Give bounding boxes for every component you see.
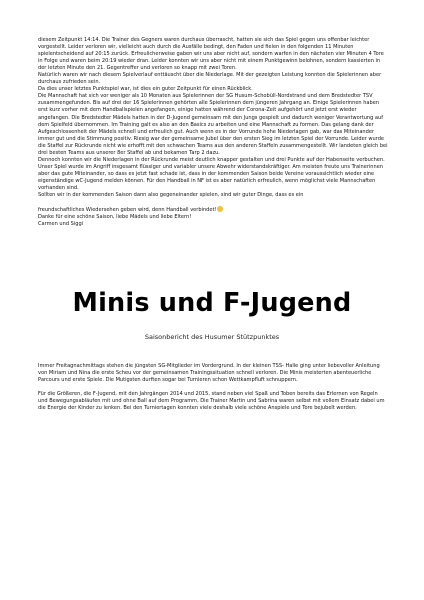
closing-line — [38, 206, 388, 214]
paragraph: Sollten wir in der kommenden Saison dann also gegeneinander spielen, sind wir guter Dinge, dass es ein — [38, 192, 304, 199]
paragraph: diesem Zeitpunkt 14:14. Die Trainer des Gegners waren durchaus überrascht, hatten sie sich das Spiel gegen uns offenbar leichter vorgestellt. Leider verloren wir, vielleicht auch durch die Ausfälle bedingt, den Faden und fielen in den folgenden 11 Minuten spielentscheidend auf 20:15 zurück. Erfreulicherweise gaben wir uns aber nicht auf, sondern warfen in den nächsten vier Minuten 4 Tore in Folge und waren beim 20:19 wieder dran. Leider konnten wir uns aber nicht mit einem Punktgewinn belohnen, sondern kassierten in der letzten Minute den 21. Gegentreffer und verloren so knapp mit zwei Toren. — [38, 37, 384, 72]
section-title: Minis und F-Jugend — [72, 288, 352, 318]
spacer — [38, 384, 388, 391]
smiley-icon — [217, 206, 223, 212]
paragraph: Immer Freitagnachmittags stehen die jüngsten SG-Mitglieder im Vordergrund. In der kleinen TSS- Halle ging unter liebevoller Anleitung von Miriam und Nina die erste Scheu vor der gemeinsamen Trainingssituation schnell verloren. Die Minis meisterten abenteuerliche Parcours und erste Spiele. Die Mutigsten durften sogar bei Turnieren schon Wettkampfluft schnuppern. — [38, 363, 380, 384]
signature-line: Carmen und Siggi — [38, 221, 84, 228]
section-subtitle: Saisonbericht des Husumer Stützpunktes — [144, 333, 280, 341]
paragraph: Da dies unser letztes Punktspiel war, ist dies ein guter Zeitpunkt für einen Rückblick. — [38, 86, 253, 93]
paragraph: Die Mannschaft hat sich vor weniger als 10 Monaten aus Spielerinnen der SG Husum-Schobüll-Nordstrand und dem Bredstedter TSV zusammengefunden. Bis auf drei der 16 Spielerinnen gehörten alle Spielerinnen dem jüngeren Jahrgang an. Einige Spielerinnen haben erst kurz vorher mit dem Handballspielen angefangen, einige hatten während der Corona-Zeit aufgehört und jetzt erst wieder angefangen. Die Bredstedter Mädels hatten in der D-Jugend gemeinsam mit den Jungs gespielt und dadurch weniger Verantwortung auf dem Spielfeld übernommen. Im Training galt es also an den Basics zu arbeiten und eine Mannschaft zu formen. Das gelang dank der Aufgeschlossenheit der Mädels schnell und erfreulich gut. Auch wenn es in der Vorrunde hohe Niederlagen gab, war das Miteinander immer gut und die Stimmung positiv. Riesig war der gemeinsame Jubel über den ersten Sieg im letzten Spiel der Vorrunde. Leider wurde die Staffel zur Rückrunde nicht wie erhofft mit den schwachen Teams aus den anderen Staffeln zusammengestellt. Wir landeten gleich bei drei besten Teams aus unserer 8er Staffel ab und bekamen Tarp 2 dazu. — [38, 93, 388, 156]
match-report-text — [38, 37, 388, 228]
paragraph: Natürlich waren wir nach diesem Spielverlauf enttäuscht über die Niederlage. Mit der gezeigten Leistung konnten die Spielerinnen aber durchaus zufrieden sein. — [38, 72, 382, 86]
paragraph: Dennoch konnten wir die Niederlagen in der Rückrunde meist deutlich knapper gestalten und drei Punkte auf der Habenseite verbuchen. Unser Spiel wurde im Angriff insgesamt flüssiger und variabler unsere Abwehr widerstandskräftiger. Am meisten freute uns Trainerinnen aber das gute Miteinander, so dass es jetzt fast schade ist, dass in der kommenden Saison beide Vereine voraussichtlich wieder eine eigenständige wC-Jugend melden können. Für den Handball in NF ist es aber natürlich erfreulich, wenn möglichst viele Mannschaften vorhanden sind. — [38, 156, 385, 191]
closing-line: Danke für eine schöne Saison, liebe Mädels und liebe Eltern! — [38, 214, 192, 221]
spacer — [38, 199, 388, 206]
closing-line-text: freundschaftliches Wiedersehen geben wird, denn Handball verbindet! — [38, 207, 217, 214]
season-report-text — [38, 363, 388, 412]
paragraph: Für die Größeren, die F-Jugend, mit den Jahrgängen 2014 und 2015, stand neben viel Spaß und Toben bereits das Erlernen von Regeln und Bewegungsabläufen mit und ohne Ball auf dem Programm. Die Trainer Martin und Sabrina waren selbst mit vollem Einsatz dabei um die Energie der Kinder zu lenken. Bei den Turniertagen konnten viele deshalb viele schöne Anspiele und Tore bejubelt werden. — [38, 391, 385, 412]
